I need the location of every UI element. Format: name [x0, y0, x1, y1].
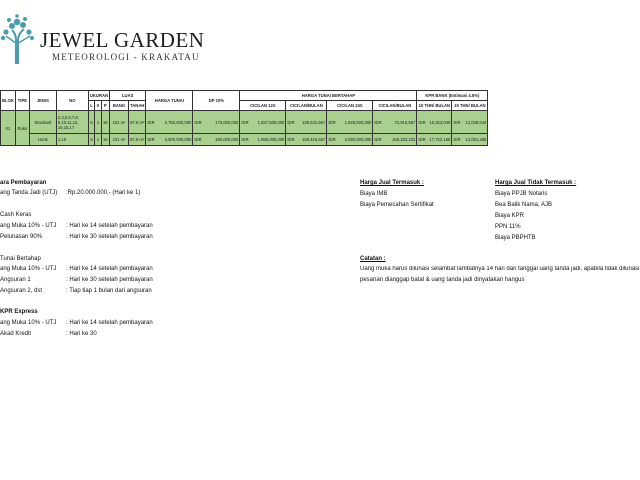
price-table — [0, 90, 488, 146]
header-x: X — [95, 101, 101, 111]
cell-p: 16 — [101, 111, 109, 134]
cell-x: x — [95, 111, 101, 134]
cell-no: 1,18 — [56, 134, 88, 146]
excluded-item: Biaya PBPHTB — [495, 235, 536, 241]
cell-jenis: Hook — [29, 134, 56, 146]
cell-currency: IDR — [193, 111, 204, 134]
cell-l: 5 — [88, 111, 94, 134]
cell-currency: IDR — [452, 134, 463, 146]
cell-jenis: Standard — [29, 111, 56, 134]
included-item: Biaya Pemecahan Sertifikat — [360, 202, 434, 208]
header-blok: BLOK — [1, 91, 16, 111]
notes-line: Uang muka harus dilunasi selambat lambatnya 14 hari dari tanggal uang tanda jadi, apabila tidak dilunasi — [360, 266, 640, 272]
brand-subtitle: METEOROLOGI - KRAKATAU — [52, 52, 200, 62]
cell-cicilan-12x: 1,995,000,000 — [251, 134, 286, 146]
cash-title: Cash Keras — [0, 212, 32, 218]
bertahap-item-value: : Tiap tiap 1 bulan dari angsuran — [66, 288, 152, 294]
cash-item-value: : Hari ke 30 setelah pembayaran — [66, 234, 153, 240]
cash-item-label: Pelunasan 90% — [0, 234, 43, 240]
header-tipe: TIPE — [15, 91, 29, 111]
utj-label: ang Tanda Jadi (UTJ) — [0, 190, 58, 196]
cell-l: 5 — [88, 134, 94, 146]
brand-title: JEWEL GARDEN — [40, 28, 205, 52]
header-jenis: JENIS — [29, 91, 56, 111]
table-header-row-1 — [1, 91, 488, 101]
cell-x: x — [95, 134, 101, 146]
cell-currency: IDR — [286, 111, 297, 134]
cell-currency: IDR — [146, 111, 157, 134]
cell-currency: IDR — [146, 134, 157, 146]
bertahap-item-label: Angsuran 1 — [0, 277, 31, 283]
payment-method-title: ara Pembayaran — [0, 180, 47, 186]
header-kpr-10: 10 THN/ BULAN — [417, 101, 452, 111]
header-dp: DP 10% — [193, 91, 240, 111]
header-tanah: TANAH — [129, 101, 146, 111]
bertahap-item-value: : Hari ke 14 setelah pembayaran — [66, 266, 153, 272]
excluded-item: Bea Balik Nama, AJB — [495, 202, 553, 208]
header-cicilan-12x: CICILAN 12X — [240, 101, 286, 111]
cell-currency: IDR — [240, 111, 251, 134]
cell-currency: IDR — [452, 111, 463, 134]
cell-currency: IDR — [417, 111, 428, 134]
included-item: Biaya IMB — [360, 191, 388, 197]
kpr-item-label: ang Muka 10% - UTJ — [0, 320, 57, 326]
cell-dp: 175,000,000 — [204, 111, 240, 134]
excluded-title: Harga Jual Tidak Termasuk : — [495, 180, 577, 186]
cash-item-value: : Hari ke 14 setelah pembayaran — [66, 223, 153, 229]
bertahap-item-label: Angsuran 2, dst — [0, 288, 43, 294]
header-harga-tunai-bertahap: HARGA TUNAI BERTAHAP — [240, 91, 417, 101]
bertahap-item-value: : Hari ke 30 setelah pembayaran — [66, 277, 153, 283]
cell-cicilan-24x: 2,090,000,000 — [338, 134, 373, 146]
cell-kpr-10: 16,323,049 — [428, 111, 452, 134]
table-row — [1, 111, 488, 134]
cell-currency: IDR — [193, 134, 204, 146]
cell-cicilan-bulan-2: 72,916,667 — [384, 111, 417, 134]
cell-cicilan-bulan: 138,541,667 — [297, 111, 327, 134]
cell-kpr-10: 17,722,168 — [428, 134, 452, 146]
cell-p: 16 — [101, 134, 109, 146]
header-kpr-15: 15 THN/ BULAN — [452, 101, 488, 111]
bertahap-item-label: ang Muka 10% - UTJ — [0, 266, 57, 272]
header-no: NO — [56, 91, 88, 111]
header-cicilan-24x: CICILAN 24X — [327, 101, 373, 111]
cell-harga-tunai: 2,750,000,000 — [157, 111, 193, 134]
cash-item-label: ang Muka 10% - UTJ — [0, 223, 57, 229]
cell-kpr-15: 12,048,644 — [463, 111, 488, 134]
included-title: Harga Jual Termasuk : — [360, 180, 424, 186]
table-row — [1, 134, 488, 146]
cell-currency: IDR — [373, 134, 384, 146]
cell-harga-tunai: 3,900,000,000 — [157, 134, 193, 146]
header-bang: BANG — [110, 101, 129, 111]
cell-bang: 231 m² — [110, 111, 129, 134]
header-l: L — [88, 101, 94, 111]
cell-cicilan-12x: 1,837,500,000 — [251, 111, 286, 134]
cell-blok: 01 — [1, 111, 16, 146]
cell-tanah: 87.5 m² — [129, 111, 146, 134]
cell-kpr-15: 13,081,385 — [463, 134, 488, 146]
notes-line: pesanan dianggap batal & uang tanda jadi dinyatakan hangus — [360, 277, 525, 283]
cell-currency: IDR — [373, 111, 384, 134]
cell-currency: IDR — [417, 134, 428, 146]
cell-currency: IDR — [327, 134, 338, 146]
tree-logo-icon — [0, 14, 34, 64]
kpr-title: KPR Express — [0, 309, 38, 315]
kpr-item-value: : Hari ke 30 — [66, 331, 97, 337]
excluded-item: Biaya PPJB Notaris — [495, 191, 548, 197]
excluded-item: Biaya KPR — [495, 213, 525, 219]
cell-tanah: 87.5 m² — [129, 134, 146, 146]
cell-cicilan-24x: 1,925,000,000 — [338, 111, 373, 134]
header-p: P — [101, 101, 109, 111]
cell-currency: IDR — [240, 134, 251, 146]
kpr-item-label: Akad Kredit — [0, 331, 32, 337]
cell-cicilan-bulan: 150,416,667 — [297, 134, 327, 146]
header-cicilan-bulan: CICILAN/BULAN — [286, 101, 327, 111]
bertahap-title: Tunai Bertahap — [0, 256, 41, 262]
excluded-item: PPN 11% — [495, 224, 521, 230]
cell-no: 2,3,5,6,7,8, 9,10,11,12, 15,16,17 — [56, 111, 88, 134]
header-cicilan-bulan-2: CICILAN/BULAN — [373, 101, 417, 111]
kpr-item-value: : Hari ke 14 setelah pembayaran — [66, 320, 153, 326]
header-ukuran: UKURAN — [88, 91, 109, 101]
cell-tipe: Ruko — [15, 111, 29, 146]
cell-currency: IDR — [286, 134, 297, 146]
cell-currency: IDR — [327, 111, 338, 134]
cell-cicilan-bulan-2: 158,333,333 — [384, 134, 417, 146]
notes-title: Catatan : — [360, 256, 386, 262]
header-kpr-bank: KPR BANK (Estimasi 4.5%) — [417, 91, 488, 101]
utj-value: :Rp.20.000.000,- (Hari ke 1) — [66, 190, 141, 196]
header-harga-tunai: HARGA TUNAI — [146, 91, 193, 111]
cell-bang: 231 m² — [110, 134, 129, 146]
header-luas: LUAS — [110, 91, 146, 101]
cell-dp: 190,000,000 — [204, 134, 240, 146]
